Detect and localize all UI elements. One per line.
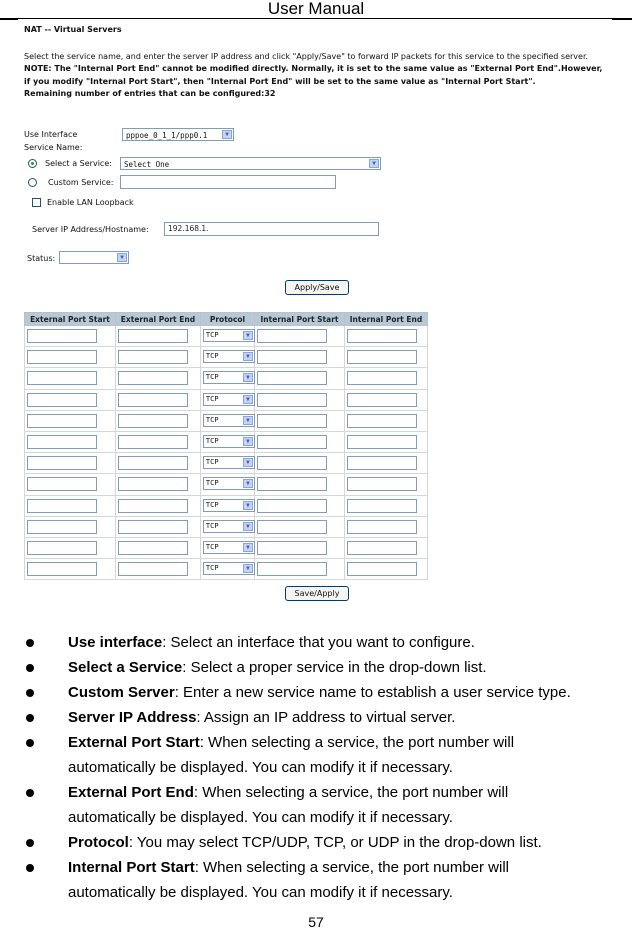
internal-port-start-input[interactable]	[257, 499, 327, 513]
table-cell	[200, 559, 254, 580]
table-cell	[25, 474, 116, 495]
table-row	[25, 453, 428, 474]
protocol-select[interactable]	[203, 499, 255, 512]
table-cell	[344, 474, 427, 495]
server-ip-label: Server IP Address/Hostname:	[32, 225, 149, 234]
intro-text	[24, 51, 610, 100]
list-item-description: : When selecting a service, the port number will	[199, 734, 515, 751]
table-cell	[344, 431, 427, 452]
table-cell	[344, 495, 427, 516]
chevron-down-icon: ▼	[243, 522, 253, 531]
table-row	[25, 410, 428, 431]
external-port-start-input[interactable]	[27, 371, 97, 385]
external-port-end-input[interactable]	[118, 499, 188, 513]
list-item-term: Internal Port Start	[68, 859, 195, 876]
internal-port-end-input[interactable]	[347, 477, 417, 491]
chevron-down-icon: ▼	[243, 331, 253, 340]
port-rows	[25, 326, 428, 580]
table-cell	[115, 347, 200, 368]
list-item-term: Custom Server	[68, 684, 175, 701]
protocol-value: TCP	[205, 458, 219, 467]
internal-port-start-input[interactable]	[257, 393, 327, 407]
list-item-description: : When selecting a service, the port number will	[194, 859, 509, 876]
protocol-select[interactable]	[203, 371, 255, 384]
lan-loopback-checkbox[interactable]	[32, 198, 41, 207]
table-cell	[115, 516, 200, 537]
external-port-start-input[interactable]	[27, 541, 97, 555]
list-item-text	[68, 680, 571, 705]
protocol-select[interactable]	[203, 414, 255, 427]
chevron-down-icon: ▼	[243, 352, 253, 361]
bullet-icon	[26, 864, 34, 872]
table-cell	[255, 516, 345, 537]
table-cell	[200, 431, 254, 452]
external-port-end-input[interactable]	[118, 456, 188, 470]
table-header-row	[25, 313, 428, 326]
header-rule-left	[0, 18, 18, 20]
external-port-end-input[interactable]	[118, 414, 188, 428]
internal-port-start-input[interactable]	[257, 350, 327, 364]
internal-port-end-input[interactable]	[347, 393, 417, 407]
list-item-text	[68, 730, 514, 755]
chevron-down-icon: ▼	[369, 159, 379, 168]
table-cell	[115, 495, 200, 516]
save-apply-button[interactable]: Save/Apply	[285, 586, 349, 601]
table-cell	[255, 474, 345, 495]
table-cell	[344, 326, 427, 347]
table-row	[25, 516, 428, 537]
external-port-end-input[interactable]	[118, 477, 188, 491]
protocol-select[interactable]	[203, 393, 255, 406]
table-cell	[200, 453, 254, 474]
chevron-down-icon: ▼	[222, 130, 232, 139]
internal-port-end-input[interactable]	[347, 562, 417, 576]
table-cell	[255, 389, 345, 410]
table-cell	[200, 495, 254, 516]
table-row	[25, 347, 428, 368]
apply-save-button[interactable]: Apply/Save	[285, 280, 349, 295]
table-cell	[344, 389, 427, 410]
external-port-start-input[interactable]	[27, 393, 97, 407]
table-cell	[115, 389, 200, 410]
chevron-down-icon: ▼	[243, 395, 253, 404]
internal-port-start-input[interactable]	[257, 541, 327, 555]
lan-loopback-label: Enable LAN Loopback	[47, 198, 134, 207]
status-select[interactable]	[59, 251, 129, 264]
col-external-port-end: External Port End	[115, 313, 200, 326]
service-select-value: Select One	[124, 160, 170, 169]
protocol-value: TCP	[205, 436, 219, 445]
list-item-description: : When selecting a service, the port number will	[193, 784, 509, 801]
chevron-down-icon: ▼	[243, 437, 253, 446]
protocol-select[interactable]	[203, 541, 255, 554]
list-item-text	[68, 655, 487, 680]
list-item-description: : Assign an IP address to virtual server.	[196, 709, 456, 726]
table-cell	[200, 347, 254, 368]
protocol-select[interactable]	[203, 477, 255, 490]
internal-port-start-input[interactable]	[257, 329, 327, 343]
internal-port-start-input[interactable]	[257, 477, 327, 491]
internal-port-end-input[interactable]	[347, 541, 417, 555]
port-mapping-table	[24, 312, 428, 580]
external-port-end-input[interactable]	[118, 393, 188, 407]
list-item-term: Protocol	[68, 834, 129, 851]
internal-port-start-input[interactable]	[257, 520, 327, 534]
external-port-end-input[interactable]	[118, 329, 188, 343]
internal-port-start-input[interactable]	[257, 456, 327, 470]
protocol-select[interactable]	[203, 520, 255, 533]
custom-service-label: Custom Service:	[48, 178, 114, 187]
table-row	[25, 537, 428, 558]
table-cell	[344, 347, 427, 368]
chevron-down-icon: ▼	[243, 416, 253, 425]
internal-port-end-input[interactable]	[347, 520, 417, 534]
table-cell	[200, 537, 254, 558]
panel-title: NAT -- Virtual Servers	[24, 25, 122, 34]
table-cell	[25, 368, 116, 389]
list-item-description: : Enter a new service name to establish a user service type.	[174, 684, 571, 701]
protocol-value: TCP	[205, 542, 219, 551]
protocol-select[interactable]	[203, 435, 255, 448]
virtual-servers-screenshot	[22, 22, 610, 602]
internal-port-end-input[interactable]	[347, 456, 417, 470]
external-port-start-input[interactable]	[27, 499, 97, 513]
bullet-icon	[26, 714, 34, 722]
list-item-term: Server IP Address	[68, 709, 197, 726]
list-item-continuation: automatically be displayed. You can modify it if necessary.	[68, 809, 453, 826]
table-cell	[200, 410, 254, 431]
list-item-description: : Select a proper service in the drop-down list.	[182, 659, 487, 676]
internal-port-start-input[interactable]	[257, 562, 327, 576]
table-cell	[25, 347, 116, 368]
internal-port-end-input[interactable]	[347, 371, 417, 385]
table-cell	[344, 368, 427, 389]
list-item-continuation: automatically be displayed. You can modify it if necessary.	[68, 884, 453, 901]
bullet-icon	[26, 789, 34, 797]
table-row	[25, 431, 428, 452]
protocol-value: TCP	[205, 564, 219, 573]
external-port-end-input[interactable]	[118, 562, 188, 576]
protocol-value: TCP	[205, 331, 219, 339]
list-item-text	[68, 830, 542, 855]
table-cell	[255, 537, 345, 558]
list-item-description: : You may select TCP/UDP, TCP, or UDP in the drop-down list.	[128, 834, 542, 851]
table-cell	[255, 559, 345, 580]
table-cell	[344, 537, 427, 558]
list-item-term: Use interface	[68, 634, 163, 651]
table-cell	[255, 410, 345, 431]
select-service-label: Select a Service:	[45, 159, 112, 168]
external-port-end-input[interactable]	[118, 435, 188, 449]
external-port-end-input[interactable]	[118, 350, 188, 364]
internal-port-end-input[interactable]	[347, 499, 417, 513]
list-item-text	[68, 705, 455, 730]
bullet-icon	[26, 689, 34, 697]
list-item-text	[68, 630, 475, 655]
list-item-continuation: automatically be displayed. You can modify it if necessary.	[68, 759, 453, 776]
table-cell	[344, 453, 427, 474]
col-external-port-start: External Port Start	[25, 313, 116, 326]
page-header: User Manual	[267, 0, 365, 18]
col-internal-port-start: Internal Port Start	[255, 313, 345, 326]
intro-line: Select the service name, and enter the server IP address and click "Apply/Save" to forward IP packets for this service to the specified server.	[24, 52, 589, 61]
internal-port-end-input[interactable]	[347, 414, 417, 428]
table-cell	[344, 559, 427, 580]
service-name-label: Service Name:	[24, 143, 83, 152]
table-cell	[25, 410, 116, 431]
remaining-entries: Remaining number of entries that can be configured:32	[24, 88, 276, 98]
internal-port-start-input[interactable]	[257, 414, 327, 428]
table-cell	[115, 410, 200, 431]
server-ip-input[interactable]: 192.168.1.	[164, 222, 379, 236]
custom-service-radio[interactable]	[28, 178, 37, 187]
internal-port-end-input[interactable]	[347, 329, 417, 343]
table-cell	[255, 431, 345, 452]
bullet-icon	[26, 639, 34, 647]
external-port-start-input[interactable]	[27, 329, 97, 343]
list-item-text	[68, 855, 509, 880]
chevron-down-icon: ▼	[243, 543, 253, 552]
chevron-down-icon: ▼	[243, 479, 253, 488]
list-item-term: External Port Start	[68, 734, 200, 751]
bullet-icon	[26, 664, 34, 672]
table-cell	[25, 495, 116, 516]
table-cell	[25, 516, 116, 537]
protocol-value: TCP	[205, 415, 219, 424]
protocol-select[interactable]	[203, 562, 255, 575]
protocol-value: TCP	[205, 521, 219, 530]
service-select[interactable]	[120, 157, 381, 170]
table-row	[25, 474, 428, 495]
page-number: 57	[308, 914, 324, 930]
bullet-icon	[26, 839, 34, 847]
chevron-down-icon: ▼	[117, 253, 127, 262]
external-port-start-input[interactable]	[27, 520, 97, 534]
protocol-select[interactable]	[203, 456, 255, 469]
table-cell	[200, 516, 254, 537]
table-row	[25, 389, 428, 410]
table-cell	[255, 326, 345, 347]
table-cell	[25, 537, 116, 558]
use-interface-label: Use Interface	[24, 130, 78, 139]
protocol-value: TCP	[205, 352, 219, 361]
table-cell	[115, 431, 200, 452]
table-row	[25, 326, 428, 347]
table-cell	[115, 474, 200, 495]
chevron-down-icon: ▼	[243, 458, 253, 467]
protocol-select[interactable]	[203, 329, 255, 342]
external-port-start-input[interactable]	[27, 350, 97, 364]
table-row	[25, 368, 428, 389]
table-cell	[255, 368, 345, 389]
chevron-down-icon: ▼	[243, 564, 253, 573]
table-cell	[200, 368, 254, 389]
table-cell	[200, 326, 254, 347]
table-cell	[25, 453, 116, 474]
list-item-description: : Select an interface that you want to configure.	[162, 634, 475, 651]
external-port-start-input[interactable]	[27, 562, 97, 576]
custom-service-input[interactable]	[120, 175, 336, 189]
external-port-start-input[interactable]	[27, 414, 97, 428]
protocol-value: TCP	[205, 479, 219, 488]
external-port-start-input[interactable]	[27, 456, 97, 470]
header-rule	[0, 18, 632, 19]
use-interface-value: pppoe_0_1_1/ppp0.1	[126, 131, 208, 140]
col-protocol: Protocol	[200, 313, 254, 326]
table-row	[25, 559, 428, 580]
table-cell	[25, 389, 116, 410]
table-cell	[115, 326, 200, 347]
protocol-value: TCP	[205, 373, 219, 382]
protocol-value: TCP	[205, 394, 219, 403]
table-cell	[25, 326, 116, 347]
select-service-radio[interactable]	[28, 159, 37, 168]
table-cell	[200, 474, 254, 495]
chevron-down-icon: ▼	[243, 501, 253, 510]
table-cell	[115, 453, 200, 474]
internal-port-start-input[interactable]	[257, 435, 327, 449]
status-label: Status:	[27, 254, 56, 263]
table-cell	[115, 537, 200, 558]
internal-port-start-input[interactable]	[257, 371, 327, 385]
internal-port-end-input[interactable]	[347, 435, 417, 449]
protocol-select[interactable]	[203, 350, 255, 363]
list-item-term: Select a Service	[68, 659, 183, 676]
chevron-down-icon: ▼	[243, 373, 253, 382]
table-cell	[200, 389, 254, 410]
table-cell	[255, 347, 345, 368]
table-cell	[255, 453, 345, 474]
list-item-text	[68, 780, 508, 805]
external-port-end-input[interactable]	[118, 371, 188, 385]
table-row	[25, 495, 428, 516]
table-cell	[115, 368, 200, 389]
table-cell	[344, 410, 427, 431]
use-interface-select[interactable]	[122, 128, 234, 141]
bullet-icon	[26, 739, 34, 747]
external-port-end-input[interactable]	[118, 520, 188, 534]
external-port-start-input[interactable]	[27, 477, 97, 491]
external-port-start-input[interactable]	[27, 435, 97, 449]
table-cell	[25, 431, 116, 452]
col-internal-port-end: Internal Port End	[344, 313, 427, 326]
table-cell	[255, 495, 345, 516]
list-item-term: External Port End	[68, 784, 194, 801]
internal-port-end-input[interactable]	[347, 350, 417, 364]
table-cell	[115, 559, 200, 580]
table-cell	[25, 559, 116, 580]
protocol-value: TCP	[205, 500, 219, 509]
header-rule-right	[612, 18, 632, 20]
note-text: NOTE: The "Internal Port End" cannot be modified directly. Normally, it is set to the same value as "External Port End".However, if you modify "Internal Port Start", then "Internal Port End" will be set to the same value as "Internal Port Start".	[24, 64, 603, 86]
external-port-end-input[interactable]	[118, 541, 188, 555]
table-cell	[344, 516, 427, 537]
